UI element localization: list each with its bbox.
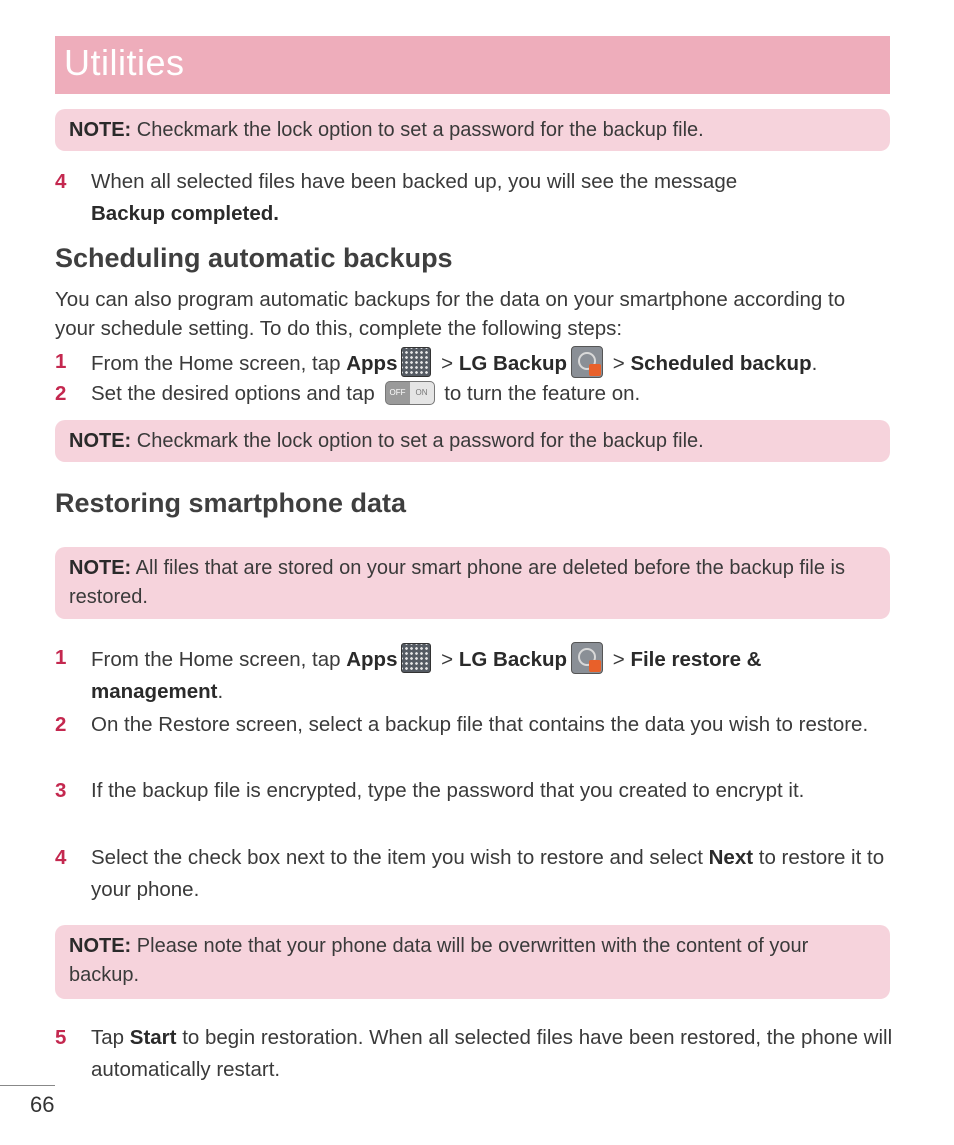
- separator: >: [612, 648, 625, 671]
- step-text-end: to turn the feature on.: [444, 382, 641, 405]
- list-item: [55, 166, 895, 230]
- step-text: Set the desired options and tap: [91, 382, 375, 405]
- intro-paragraph: You can also program automatic backups for the data on your smartphone according to your schedule setting. To do this, complete the following steps:: [55, 288, 846, 340]
- file-restore-label: File restore & management: [91, 648, 762, 703]
- step-number: 2: [55, 382, 67, 405]
- step-text-end: to begin restoration. When all selected files have been restored, the phone will automatically restart.: [91, 1026, 893, 1081]
- step-text: If the backup file is encrypted, type the password that you created to encrypt it.: [91, 779, 805, 802]
- note-label: NOTE:: [69, 430, 132, 452]
- step-number: 1: [55, 350, 67, 373]
- step-number: 3: [55, 779, 67, 802]
- step-number: 4: [55, 846, 67, 869]
- start-label: Start: [129, 1026, 177, 1049]
- list-item: [55, 775, 895, 839]
- step-text: Tap: [91, 1026, 125, 1049]
- apps-icon: [401, 643, 431, 673]
- step-number: 2: [55, 713, 67, 736]
- note-label: NOTE:: [69, 557, 132, 579]
- lg-backup-label: LG Backup: [458, 352, 568, 375]
- lg-backup-label: LG Backup: [458, 648, 568, 671]
- period: .: [217, 680, 224, 703]
- step-number: 1: [55, 646, 67, 669]
- step-bold-text: Backup completed.: [91, 202, 279, 225]
- next-label: Next: [708, 846, 754, 869]
- step-text-end: to restore it to your phone.: [91, 846, 885, 901]
- section-heading: Restoring smartphone data: [55, 488, 407, 518]
- note-label: NOTE:: [69, 119, 132, 141]
- list-item: [55, 709, 895, 773]
- step-number: 5: [55, 1026, 67, 1049]
- note-text: Checkmark the lock option to set a password for the backup file.: [136, 119, 704, 141]
- list-item: [55, 346, 895, 378]
- note-box: [55, 547, 890, 619]
- step-number: 4: [55, 170, 67, 193]
- apps-icon: [401, 347, 431, 377]
- step-text: From the Home screen, tap: [91, 648, 341, 671]
- period: .: [811, 352, 818, 375]
- separator: >: [441, 648, 454, 671]
- apps-label: Apps: [346, 648, 398, 671]
- step-text: On the Restore screen, select a backup file that contains the data you wish to restore.: [91, 713, 869, 736]
- list-item: [55, 842, 895, 906]
- list-item: [55, 642, 895, 708]
- lg-backup-icon: [571, 642, 603, 674]
- apps-label: Apps: [346, 352, 398, 375]
- toggle-on-label: ON: [415, 388, 428, 397]
- page-divider: [0, 1085, 55, 1086]
- list-item: [55, 1022, 895, 1086]
- note-box: [55, 420, 890, 462]
- lg-backup-icon: [571, 346, 603, 378]
- toggle-switch-icon: [385, 381, 435, 405]
- step-text: When all selected files have been backed up, you will see the message: [91, 170, 738, 193]
- page-title: Utilities: [64, 42, 185, 83]
- page-number: 66: [30, 1092, 55, 1117]
- toggle-off-label: OFF: [389, 388, 406, 397]
- step-text: Select the check box next to the item you wish to restore and select: [91, 846, 703, 869]
- section-heading: Scheduling automatic backups: [55, 243, 453, 273]
- note-text: Checkmark the lock option to set a password for the backup file.: [136, 430, 704, 452]
- scheduled-backup-label: Scheduled backup: [630, 352, 812, 375]
- note-box: [55, 925, 890, 999]
- separator: >: [612, 352, 625, 375]
- separator: >: [441, 352, 454, 375]
- step-text: From the Home screen, tap: [91, 352, 341, 375]
- note-box: [55, 109, 890, 151]
- note-label: NOTE:: [69, 935, 132, 957]
- note-text: Please note that your phone data will be overwritten with the content of your backup.: [69, 935, 809, 986]
- list-item: [55, 378, 895, 410]
- note-text: All files that are stored on your smart phone are deleted before the backup file is restored.: [69, 557, 845, 608]
